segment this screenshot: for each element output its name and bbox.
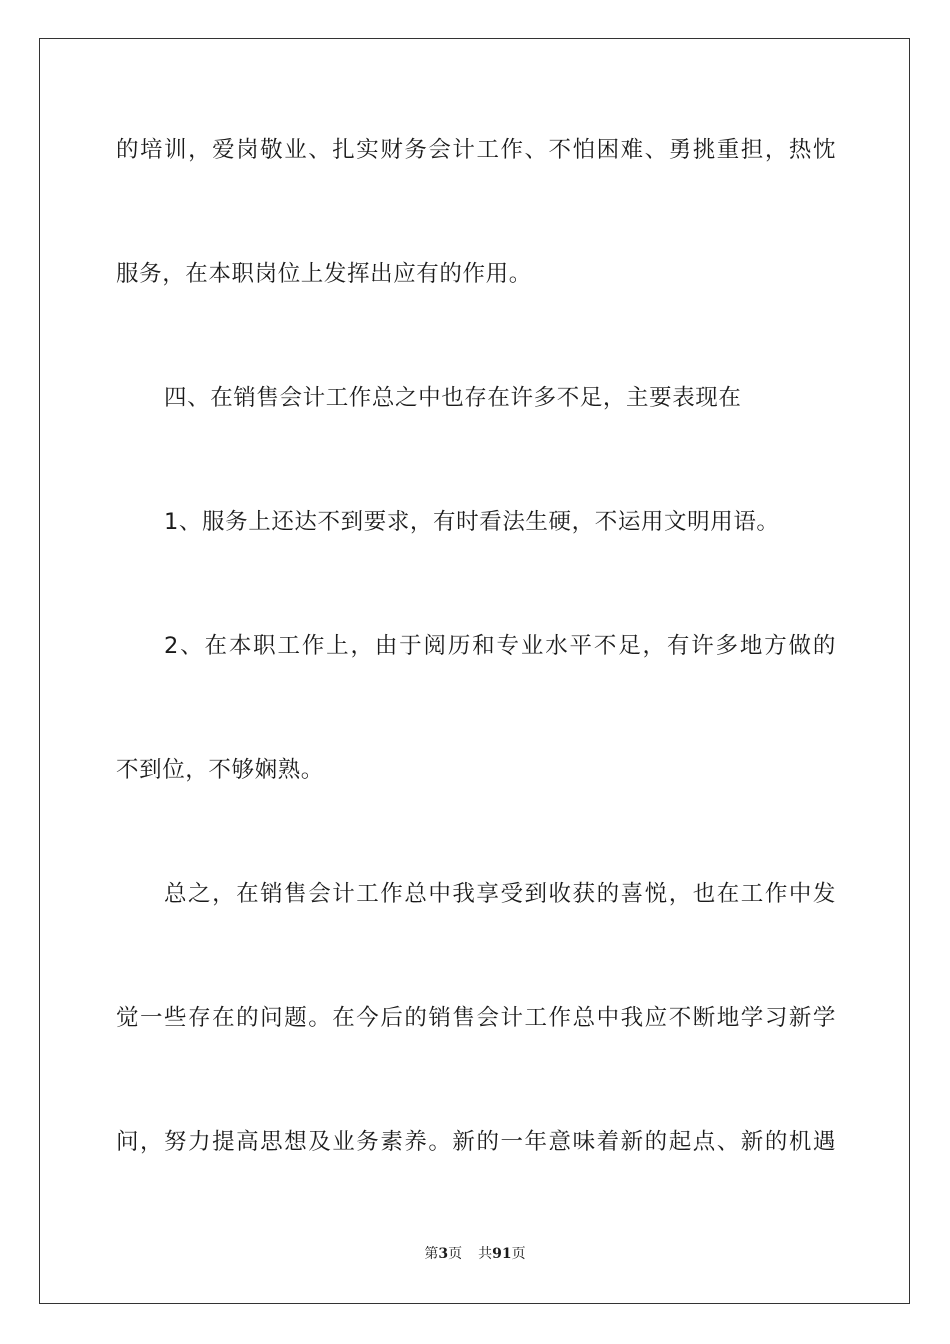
footer-total-prefix: 共 xyxy=(478,1246,493,1262)
body-line-2: 服务，在本职岗位上发挥出应有的作用。 xyxy=(116,261,532,287)
body-line-1: 的培训，爱岗敬业、扎实财务会计工作、不怕困难、勇挑重担，热忱 xyxy=(116,137,836,163)
body-line-4: 1、服务上还达不到要求，有时看法生硬，不运用文明用语。 xyxy=(164,509,780,535)
body-line-5: 2、在本职工作上，由于阅历和专业水平不足，有许多地方做的 xyxy=(164,633,836,659)
body-line-9: 问，努力提高思想及业务素养。新的一年意味着新的起点、新的机遇 xyxy=(116,1129,836,1155)
footer-total-pages: 91 xyxy=(492,1246,512,1262)
body-line-6: 不到位，不够娴熟。 xyxy=(116,757,324,783)
footer-page-prefix: 第 xyxy=(424,1246,439,1262)
body-line-3: 四、在销售会计工作总之中也存在许多不足，主要表现在 xyxy=(164,385,742,411)
footer-total-suffix: 页 xyxy=(511,1246,526,1262)
body-line-7: 总之，在销售会计工作总中我享受到收获的喜悦，也在工作中发 xyxy=(164,881,836,907)
body-line-8: 觉一些存在的问题。在今后的销售会计工作总中我应不断地学习新学 xyxy=(116,1005,836,1031)
page-footer xyxy=(0,1244,950,1264)
page-frame xyxy=(39,38,910,1304)
footer-page-suffix: 页 xyxy=(448,1246,463,1262)
footer-page-number: 3 xyxy=(438,1246,449,1262)
